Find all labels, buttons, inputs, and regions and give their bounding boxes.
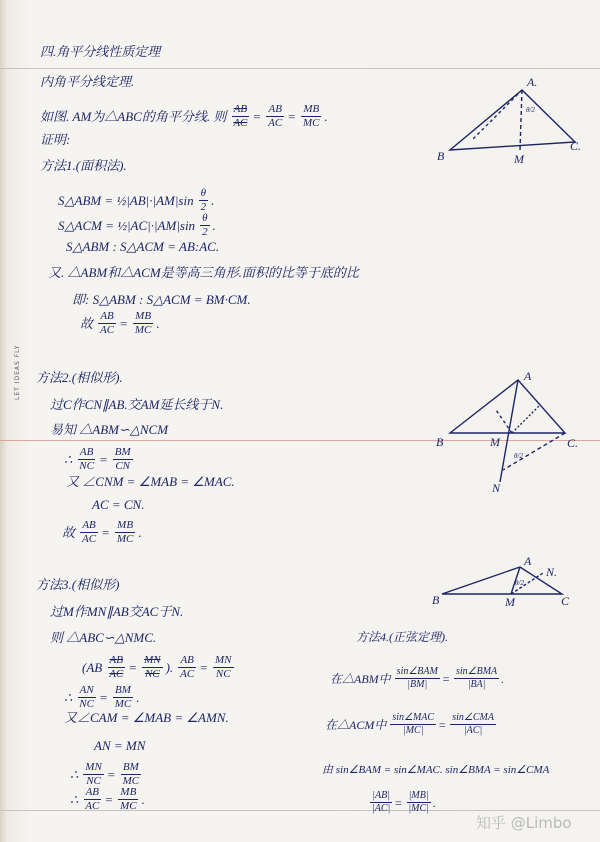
denominator: AC [233,117,248,129]
numerator: AB [268,103,282,115]
label-m: M [490,435,500,449]
numerator: AB [180,654,194,666]
note-text: S△ABM = ½|AB|·|AM|sin [58,193,194,208]
denominator: |MC| [408,803,429,814]
label-angle: θ/2 [526,106,535,114]
numerator: AB [109,654,123,666]
numerator: AB [85,786,100,798]
note-text: AN = MN [94,738,146,753]
watermark: 知乎 @Limbo [476,814,572,832]
denominator: |AC| [463,725,483,736]
label-b: B [432,593,440,607]
note-text: 易知 △ABM∽△NCM [50,422,169,437]
triangle-abc [450,380,565,433]
note-text: . [156,316,160,331]
denominator: 2 [202,226,208,238]
note-text: . [212,218,216,233]
note-text: = [441,671,450,686]
numerator: sin∠MAC [392,712,435,723]
construction-line [472,90,522,140]
denominator: NC [79,698,94,710]
note-text: = [119,316,128,331]
numerator: |MB| [408,790,429,801]
note-text: 则 △ABC∽△NMC. [50,630,157,645]
note-text: = [106,767,116,782]
numerator: MB [117,519,134,531]
note-text: AC = CN. [92,497,145,512]
numerator: sin∠CMA [452,712,494,723]
numerator: sin∠BMA [455,666,498,677]
note-text: = [438,717,447,732]
note-text: . [136,690,140,705]
denominator: NC [86,775,101,787]
note-text: 内角平分线定理. [40,74,135,89]
note-text: = [199,660,208,675]
note-text: . [432,795,436,810]
note-text: 方法3.(相似形) [36,577,120,592]
label-m: M [514,152,524,166]
denominator: MC [114,698,132,710]
note-text: = [104,792,114,807]
denominator: AC [100,324,115,336]
label-c: C [561,594,570,608]
denominator: AC [268,117,283,129]
numerator: |AB| [372,790,390,801]
note-text: 过C作CN∥AB.交AM延长线于N. [50,397,224,412]
note-text: . [501,671,505,686]
denominator: AC [82,533,97,545]
numerator: AB [79,446,94,458]
note-text: 又∠CAM = ∠MAB = ∠AMN. [64,710,229,725]
numerator: AB [233,103,248,115]
note-text: ∴ [70,792,79,807]
note-text: 方法2.(相似形). [36,370,123,385]
note-text: 即: S△ABM : S△ACM = BM·CM. [72,292,251,307]
label-m: M [505,595,515,609]
note-text: 四.角平分线性质定理 [40,44,161,59]
numerator: sin∠BAM [396,666,438,677]
note-text: ∴ [64,690,73,705]
note-text: = [101,525,110,540]
note-text: = [128,660,138,675]
denominator: NC [215,668,231,680]
note-text: ∴ [70,767,79,782]
label-n: N. [546,565,558,579]
label-b: B [436,435,444,449]
bisector-am [520,90,522,150]
label-a: A. [527,75,538,89]
note-text: 故 [80,316,94,331]
denominator: MC [116,533,134,545]
note-text: S△ABM : S△ACM = AB:AC. [66,239,220,254]
numerator: θ [200,187,207,199]
label-c: C. [570,139,582,153]
note-text: ∴ [64,452,73,467]
note-text: 过M作MN∥AB交AC于N. [50,604,184,619]
denominator: AC [109,668,124,680]
numerator: MB [303,103,320,115]
line-cn [503,433,565,470]
label-c: C. [567,436,579,450]
numerator: MN [85,761,102,773]
note-text: = [287,109,297,124]
denominator: |MC| [402,725,424,736]
triangle-abc [442,567,562,594]
denominator: NC [144,668,160,680]
numerator: MB [135,310,152,322]
numerator: AN [79,684,94,696]
numerator: BM [114,446,131,458]
note-text: 方法4.(正弦定理). [356,630,448,644]
numerator: MN [144,654,161,666]
denominator: CN [115,460,131,472]
diagram-method3 [442,567,562,594]
numerator: MB [120,786,137,798]
denominator: AC [180,668,195,680]
note-text: 又 ∠CNM = ∠MAB = ∠MAC. [66,474,235,489]
numerator: BM [115,684,131,696]
denominator: |BA| [467,679,486,690]
note-text: ). [165,660,174,675]
note-text: 证明: [40,132,71,147]
label-angle: θ/2 [515,579,524,587]
note-text: . [141,792,145,807]
note-text: = [98,690,108,705]
label-n: N [492,481,501,495]
denominator: NC [79,460,94,472]
label-a: A [524,369,532,383]
label-angle: θ/2 [514,452,523,460]
note-text: 如图. AM为△ABC的角平分线. 则 [40,109,227,124]
note-text: = [98,452,108,467]
denominator: |AC| [372,803,391,814]
note-text: 由 sin∠BAM = sin∠MAC. sin∠BMA = sin∠CMA [322,764,550,776]
denominator: MC [134,324,152,336]
note-text: 又. △ABM和△ACM是等高三角形.面积的比等于底的比 [48,265,359,280]
label-b: B [437,149,445,163]
note-text: 故 [62,525,76,540]
denominator: |BM| [407,679,428,690]
construction-line [512,405,540,433]
note-text: . [324,109,328,124]
note-text: 在△ACM中 [325,717,387,732]
notebook-side-text: LET IDEAS FLY [14,344,21,400]
denominator: MC [303,117,320,129]
note-text: = [394,795,403,810]
note-text: . [211,193,215,208]
note-text: (AB [82,660,103,675]
diagram-method1 [450,90,575,150]
note-text: 方法1.(面积法). [40,158,127,173]
note-text: 在△ABM中 [330,671,391,686]
note-text: S△ACM = ½|AC|·|AM|sin [58,218,196,233]
numerator: AB [100,310,114,322]
diagram-method2 [450,380,565,482]
denominator: MC [120,800,137,812]
denominator: AC [85,800,100,812]
denominator: MC [122,775,140,787]
numerator: BM [122,761,139,773]
note-text: . [138,525,142,540]
numerator: θ [202,212,208,224]
note-text: = [252,109,262,124]
numerator: AB [82,519,96,531]
denominator: 2 [200,201,207,213]
numerator: MN [215,654,232,666]
label-a: A [524,554,532,568]
